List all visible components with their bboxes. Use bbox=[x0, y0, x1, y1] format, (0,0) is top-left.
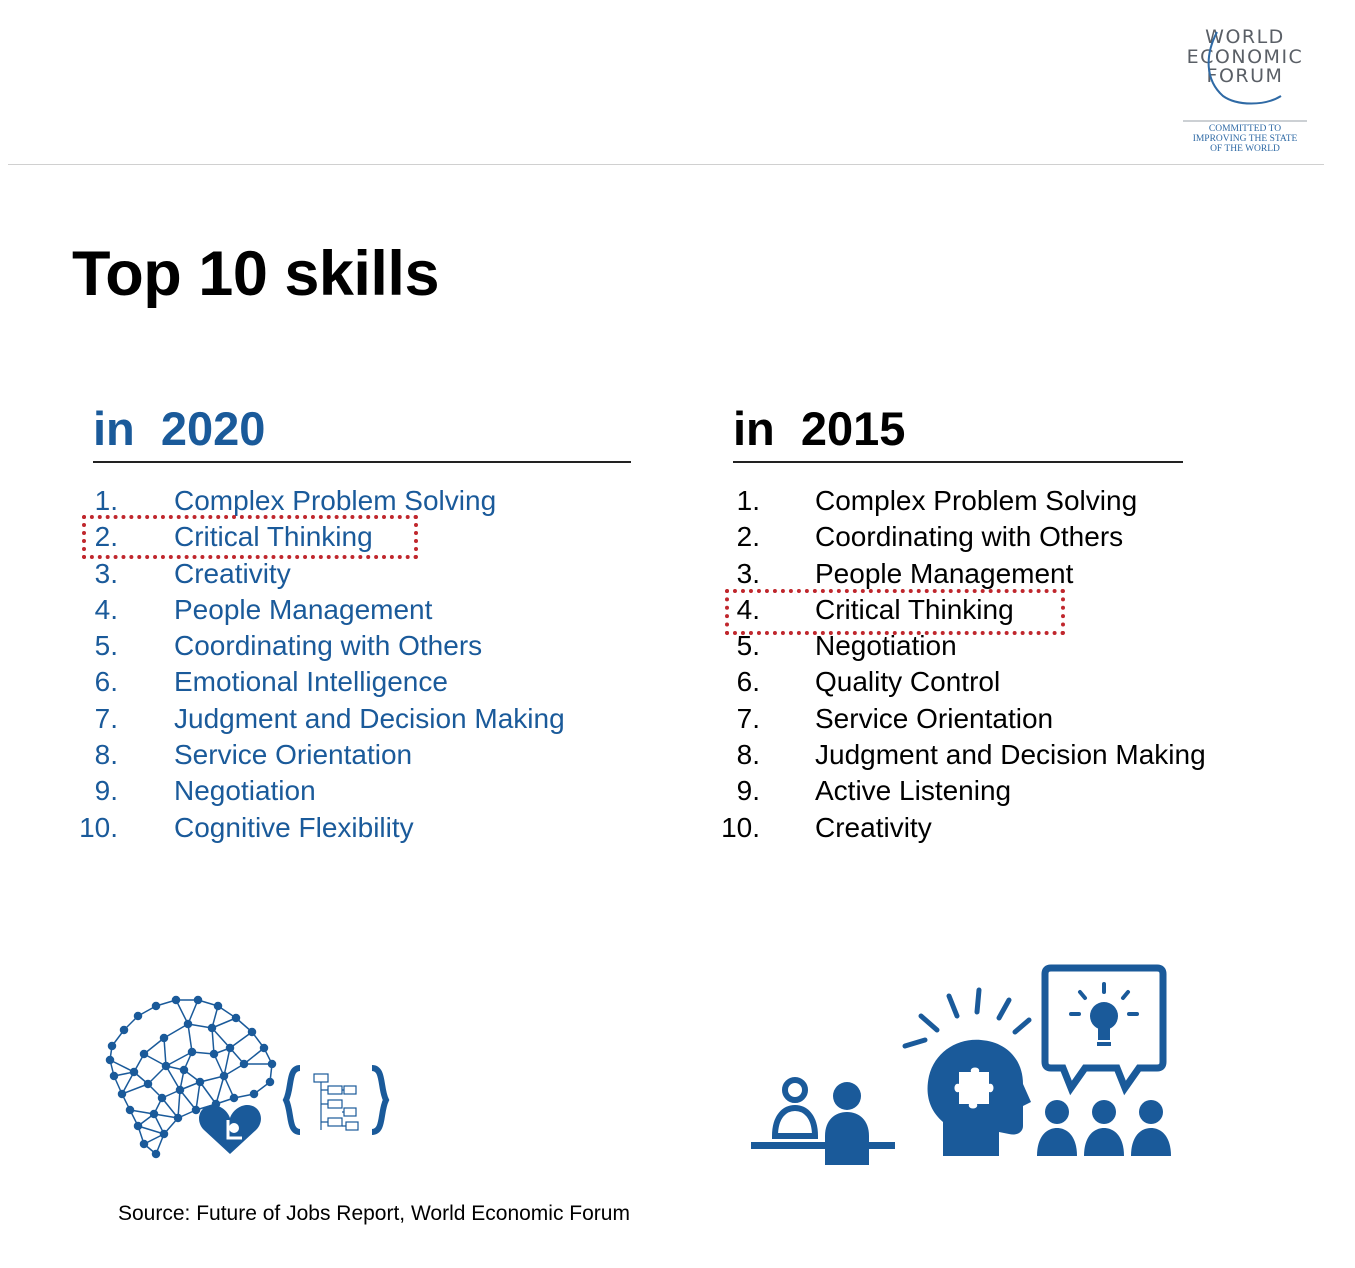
skill-rank: 1. bbox=[94, 485, 118, 516]
skill-item bbox=[78, 664, 638, 700]
skill-rank: 3. bbox=[736, 557, 760, 589]
flowchart-braces-icon bbox=[286, 1068, 386, 1132]
skill-name: People Management bbox=[174, 593, 433, 625]
skill-name: Creativity bbox=[815, 811, 932, 843]
skill-name: Complex Problem Solving bbox=[174, 485, 497, 516]
illustration-group-2020 bbox=[100, 990, 400, 1160]
skill-name: Negotiation bbox=[174, 775, 316, 807]
presentation-idea-icon bbox=[1037, 968, 1171, 1156]
skill-name: Critical Thinking bbox=[174, 521, 373, 553]
source-citation: Source: Future of Jobs Report, World Economic Forum bbox=[118, 1202, 630, 1225]
logo-line-1: WORLD bbox=[1205, 26, 1285, 48]
column-2020-heading: in 2020 bbox=[93, 402, 266, 455]
skills-list-2015 bbox=[720, 483, 1280, 846]
logo-tagline-2: IMPROVING THE STATE bbox=[1192, 134, 1298, 144]
skill-rank: 2. bbox=[736, 521, 760, 553]
skill-rank: 4. bbox=[736, 593, 760, 625]
skill-item bbox=[78, 483, 638, 519]
skill-name: People Management bbox=[815, 557, 1074, 589]
critical-thinking-highlight-2020 bbox=[82, 515, 418, 559]
column-2015-heading: in 2015 bbox=[733, 402, 906, 455]
skill-rank: 6. bbox=[94, 666, 118, 698]
skill-name: Coordinating with Others bbox=[815, 521, 1124, 553]
logo-line-3: FORUM bbox=[1206, 65, 1284, 87]
skill-name: Complex Problem Solving bbox=[815, 485, 1138, 516]
skill-item bbox=[720, 737, 1280, 773]
head-puzzle-icon bbox=[905, 990, 1031, 1156]
skill-item bbox=[720, 810, 1280, 846]
critical-thinking-highlight-2015 bbox=[725, 589, 1065, 635]
skill-name: Emotional Intelligence bbox=[174, 666, 448, 698]
skill-name: Judgment and Decision Making bbox=[815, 739, 1206, 771]
skill-item bbox=[720, 519, 1280, 555]
skill-item bbox=[78, 737, 638, 773]
skill-rank: 9. bbox=[94, 775, 118, 807]
skill-name: Negotiation bbox=[815, 630, 957, 662]
skill-name: Quality Control bbox=[815, 666, 1001, 698]
skill-rank: 8. bbox=[94, 739, 118, 771]
skill-name: Active Listening bbox=[815, 775, 1012, 807]
skill-item bbox=[720, 483, 1280, 519]
column-2015-rule bbox=[733, 461, 1183, 463]
skill-item bbox=[78, 592, 638, 628]
heart-puzzle-icon bbox=[199, 1105, 261, 1154]
skill-item bbox=[720, 664, 1280, 700]
skill-rank: 6. bbox=[736, 666, 760, 698]
skill-name: Critical Thinking bbox=[815, 593, 1014, 625]
skill-rank: 4. bbox=[94, 593, 118, 625]
wef-logo bbox=[1165, 20, 1325, 160]
logo-line-2: ECONOMIC bbox=[1186, 46, 1304, 68]
logo-tagline-1: COMMITTED TO bbox=[1208, 124, 1282, 134]
skill-name: Judgment and Decision Making bbox=[174, 702, 565, 734]
skill-item bbox=[78, 773, 638, 809]
skill-rank: 5. bbox=[94, 630, 118, 662]
skill-rank: 3. bbox=[94, 557, 118, 589]
skill-rank: 7. bbox=[94, 702, 118, 734]
logo-tagline-3: OF THE WORLD bbox=[1210, 144, 1280, 154]
skill-rank: 7. bbox=[736, 702, 760, 734]
skill-name: Coordinating with Others bbox=[174, 630, 483, 662]
skill-name: Creativity bbox=[174, 557, 291, 589]
skill-item bbox=[720, 701, 1280, 737]
skill-item bbox=[78, 701, 638, 737]
skill-item bbox=[78, 810, 638, 846]
skill-name: Service Orientation bbox=[815, 702, 1054, 734]
skill-rank: 2. bbox=[94, 521, 118, 553]
skill-item bbox=[78, 628, 638, 664]
illustration-group-2015 bbox=[745, 960, 1185, 1170]
skill-rank: 10. bbox=[79, 811, 118, 843]
skill-item bbox=[720, 556, 1280, 592]
skill-rank: 5. bbox=[736, 630, 760, 662]
header-divider bbox=[8, 164, 1324, 165]
column-2020-rule bbox=[93, 461, 631, 463]
skill-item bbox=[78, 556, 638, 592]
meeting-people-icon bbox=[751, 1080, 895, 1165]
skill-item bbox=[720, 773, 1280, 809]
skill-rank: 9. bbox=[736, 775, 760, 807]
skill-name: Cognitive Flexibility bbox=[174, 811, 414, 843]
skill-name: Service Orientation bbox=[174, 739, 413, 771]
page-title: Top 10 skills bbox=[72, 239, 439, 309]
skill-rank: 8. bbox=[736, 739, 760, 771]
skill-rank: 1. bbox=[736, 485, 760, 516]
skill-rank: 10. bbox=[721, 811, 760, 843]
